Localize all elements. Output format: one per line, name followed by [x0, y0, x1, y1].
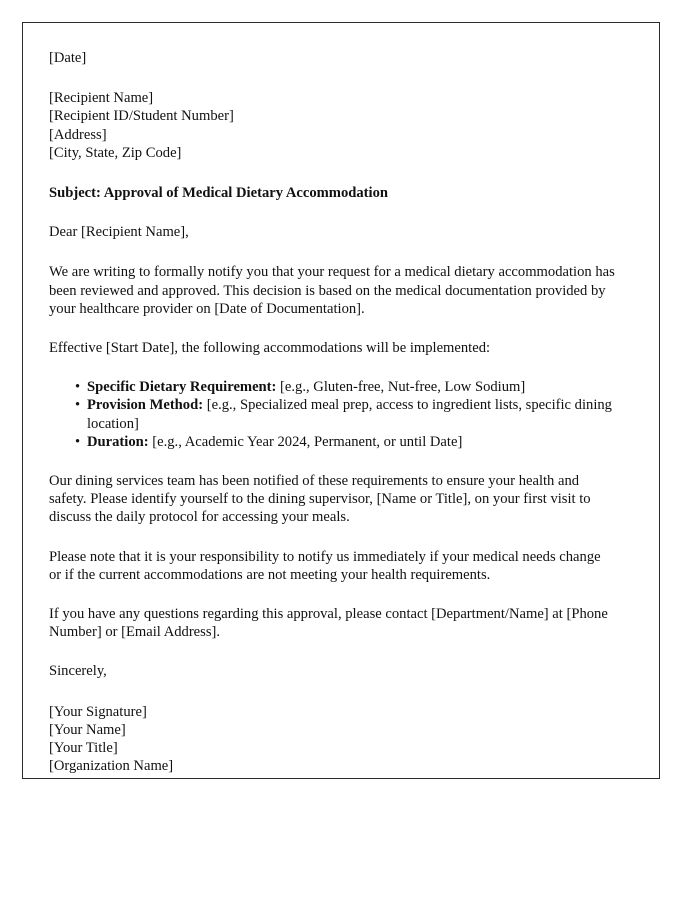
bullet-icon: •: [75, 397, 81, 414]
accommodation-label: Specific Dietary Requirement:: [87, 379, 277, 396]
list-item: [49, 378, 615, 396]
organization-name-line: [Organization Name]: [49, 758, 174, 775]
recipient-name-line: [Recipient Name]: [49, 90, 154, 107]
date-placeholder: [Date]: [49, 50, 87, 66]
salutation: Dear [Recipient Name],: [49, 224, 189, 241]
accommodation-label: Duration:: [87, 433, 149, 450]
recipient-id-line: [Recipient ID/Student Number]: [49, 108, 234, 125]
accommodation-value: [e.g., Academic Year 2024, Permanent, or until Date]: [148, 433, 463, 450]
paragraph-responsibility: Please note that it is your responsibility to notify us immediately if your medical needs change or if the current accommodations are not meeting your health requirements.: [49, 548, 601, 583]
bullet-icon: •: [75, 433, 81, 450]
paragraph-intro: We are writing to formally notify you that your request for a medical dietary accommodation has been reviewed and approved. This decision is based on the medical documentation provided by your healthcare provider on [Date of Documentation].: [49, 264, 615, 317]
list-item: [49, 433, 615, 451]
recipient-address-line: [Address]: [49, 126, 107, 143]
recipient-address-block: [49, 89, 615, 162]
list-item: [49, 396, 615, 432]
bullet-icon: •: [75, 379, 81, 396]
recipient-city-state-zip-line: [City, State, Zip Code]: [49, 144, 182, 161]
accommodation-label: Provision Method:: [87, 397, 204, 414]
signature-block: [49, 703, 615, 776]
subject-line: Subject: Approval of Medical Dietary Accommodation: [49, 185, 388, 202]
letter-content: [49, 49, 615, 775]
paragraph-dining-services: Our dining services team has been notified of these requirements to ensure your health and safety. Please identify yourself to the dining supervisor, [Name or Title], on your first visit to discuss the daily protocol for accessing your meals.: [49, 473, 591, 526]
accommodation-value: [e.g., Gluten-free, Nut-free, Low Sodium]: [276, 379, 526, 396]
accommodations-list: [49, 378, 615, 451]
sender-title-line: [Your Title]: [49, 740, 118, 757]
signature-placeholder: [Your Signature]: [49, 703, 147, 720]
closing-salutation: Sincerely,: [49, 663, 107, 680]
sender-name-line: [Your Name]: [49, 721, 126, 738]
paragraph-contact: If you have any questions regarding this approval, please contact [Department/Name] at [Phone Number] or [Email Address].: [49, 606, 608, 641]
paragraph-effective-date: Effective [Start Date], the following accommodations will be implemented:: [49, 340, 491, 357]
letter-page: [22, 22, 660, 779]
accommodation-value: [e.g., Specialized meal prep, access to ingredient lists, specific dining location]: [87, 397, 612, 432]
